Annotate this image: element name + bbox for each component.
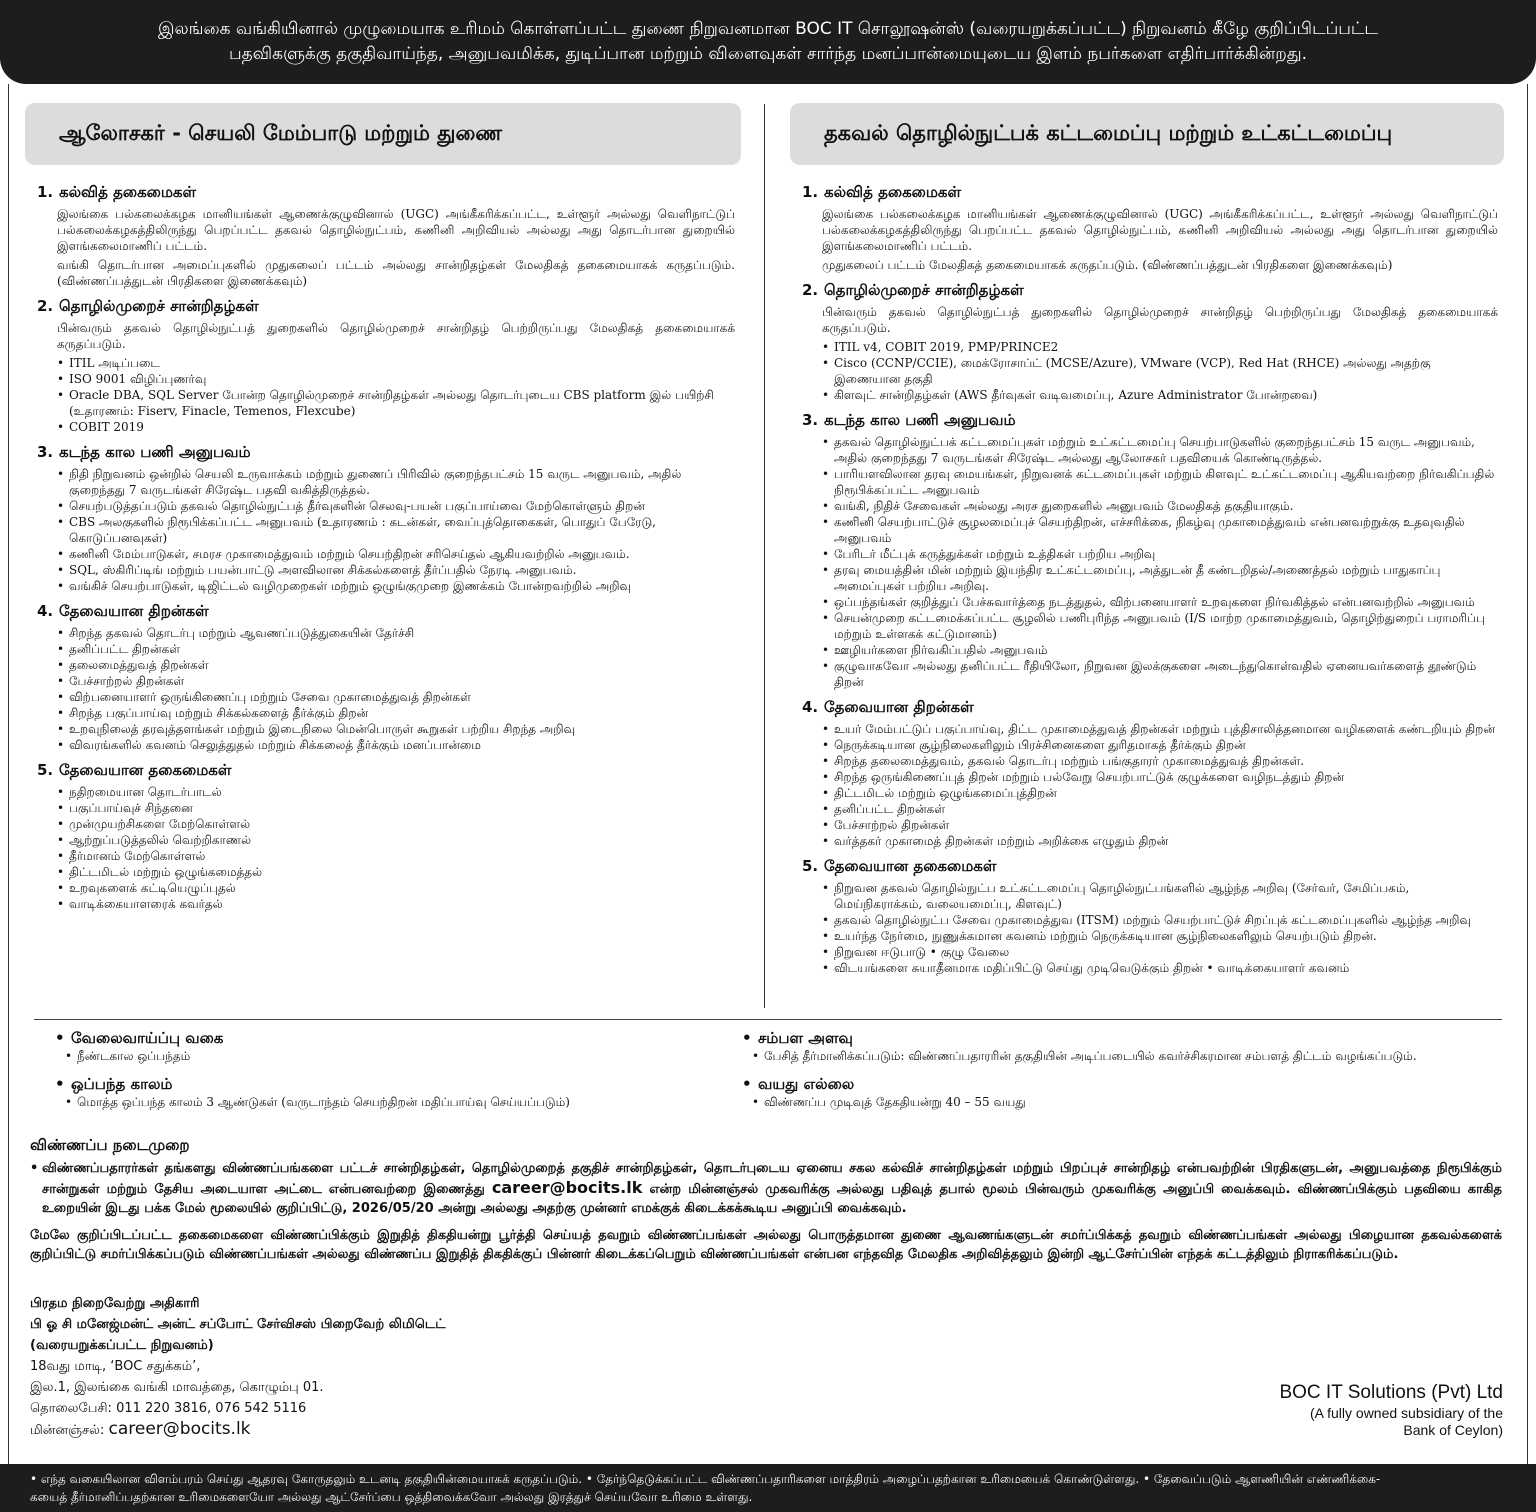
section-number: 3. xyxy=(37,443,54,461)
bullet-list xyxy=(25,784,741,912)
bullet-item: • SQL, ஸ்கிரிப்டிங் மற்றும் பயன்பாட்டு அளவிலான சிக்கல்களைத் தீர்ப்பதில் நேரடி அனுபவம். xyxy=(57,562,735,578)
section-number: 5. xyxy=(802,857,819,875)
bullet-item: • தனிப்பட்ட திறன்கள் xyxy=(822,801,1498,817)
bullet-list xyxy=(25,466,741,594)
bullet-item: • பேரிடர் மீட்புக் கருத்துக்கள் மற்றும் உத்திகள் பற்றிய அறிவு xyxy=(822,546,1498,562)
contact-company-type: (வரையறுக்கப்பட்ட நிறுவனம்) xyxy=(30,1338,214,1353)
salary-label: • சம்பள அளவு xyxy=(742,1028,1502,1048)
section-heading xyxy=(790,855,1504,877)
section-number: 2. xyxy=(37,297,54,315)
bullet-item: • ITIL v4, COBIT 2019, PMP/PRINCE2 xyxy=(822,339,1498,355)
right-sections xyxy=(790,181,1504,976)
bullet-item: • திட்டமிடல் மற்றும் ஒழுங்கமைப்புத்திறன் xyxy=(822,785,1498,801)
bullet-item: • திட்டமிடல் மற்றும் ஒழுங்கமைத்தல் xyxy=(57,864,735,880)
section-heading-text: கல்வித் தகைமைகள் xyxy=(824,183,962,201)
application-text-after: என்ற மின்னஞ்சல் முகவரிக்கு அல்லது பதிவுத் தபால் மூலம் பின்வரும் முகவரிக்கு அனுப்பி வைக்கவும். விண்ணப்பிக்கும் பதவியை காகித உறையின் இடது பக்க மேல் மூலையில் குறிப்பிட்டு, 2026/05/20 அன்று அல்லது அதற்கு முன்னர் எமக்குக் கிடைக்கக்கூடிய அனுப்பி வைக்கவும். xyxy=(42,1182,1502,1216)
banner-line-2: பதவிகளுக்கு தகுதிவாய்ந்த, அனுபவமிக்க, துடிப்பான மற்றும் விளைவுகள் சார்ந்த மனப்பான்மையுடைய இளம் நபர்களை எதிர்பார்க்கின்றது. xyxy=(229,44,1307,64)
application-email-link[interactable]: career@bocits.lk xyxy=(491,1178,643,1197)
employment-type-label: • வேலைவாய்ப்பு வகை xyxy=(55,1028,735,1048)
bullet-item: • வங்கி, நிதிச் சேவைகள் அல்லது அரச துறைகளில் அனுபவம் மேலதிகத் தகுதியாகும். xyxy=(822,498,1498,514)
section xyxy=(25,759,741,912)
section-heading xyxy=(25,441,741,463)
section-paragraph: வங்கி தொடர்பான அமைப்புகளில் முதுகலைப் பட்டம் அல்லது சான்றிதழ்கள் மேலதிகத் தகைமையாகக் கருதப்படும். (விண்ணப்பத்துடன் பிரதிகளை இணைக்கவும்) xyxy=(57,258,735,288)
section xyxy=(790,181,1504,273)
bullet-list xyxy=(25,625,741,753)
section-heading-text: தொழில்முறைச் சான்றிதழ்கள் xyxy=(59,297,259,315)
footer-line-1: • எந்த வகையிலான விளம்பரம் செய்து ஆதரவு கோருதலும் உடனடி தகுதியின்மையாகக் கருதப்படும். • தேர்ந்தெடுக்கப்பட்ட விண்ணப்பதாரிகளை மாத்திரம் அழைப்பதற்கான உரிமையைக் கொண்டுள்ளது. • தேவைப்படும் ஆளணியின் எண்ணிக்கை- xyxy=(30,1472,1381,1486)
bullet-item: • Oracle DBA, SQL Server போன்ற தொழில்முறைச் சான்றிதழ்கள் அல்லது தொடர்புடைய CBS platform இல் பயிற்சி (உதாரணம்: Fiserv, Finacle, Temenos, Flexcube) xyxy=(57,387,735,419)
bullet-item: • தலைமைத்துவத் திறன்கள் xyxy=(57,657,735,673)
rejection-notice: மேலே குறிப்பிடப்பட்ட தகைமைகளை விண்ணப்பிக்கும் இறுதித் திகதியன்று பூர்த்தி செய்யத் தவறும் விண்ணப்பங்கள் அல்லது பொருத்தமான துணை ஆவணங்களுடன் சமர்ப்பிக்கத் தவறும் விண்ணப்பங்கள் அல்லது பிழையான தகவல்களைக் குறிப்பிட்டு சமர்ப்பிக்கப்படும் விண்ணப்பங்கள் அல்லது விண்ணப்ப இறுதித் திகதிக்குப் பின்னர் கிடைக்கப்பெறும் விண்ணப்பங்கள் என்பன எந்தவித மேலதிக அறிவித்தலும் இன்றி ஆட்சேர்ப்பின் எந்தக் கட்டத்திலும் நிராகரிக்கப்படும். xyxy=(30,1228,1502,1262)
right-column xyxy=(790,103,1504,976)
section-paragraph: இலங்கை பல்கலைக்கழக மானியங்கள் ஆணைக்குழுவினால் (UGC) அங்கீகரிக்கப்பட்ட, உள்ளூர் அல்லது வெளிநாட்டுப் பல்கலைக்கழகத்திலிருந்து பெறப்பட்ட தகவல் தொழில்நுட்பம், கணினி அறிவியல் அல்லது அது தொடர்பான துறையில் இளங்கலைமாணிப் பட்டம். xyxy=(822,207,1498,253)
bullet-item: • தரவு மையத்தின் மின் மற்றும் இயந்திர உட்கட்டமைப்பு, அத்துடன் தீ கண்டறிதல்/அணைத்தல் மற்றும் பாதுகாப்பு அமைப்புகள் பற்றிய அறிவு. xyxy=(822,562,1498,594)
right-job-title: தகவல் தொழில்நுட்பக் கட்டமைப்பு மற்றும் உட்கட்டமைப்பு xyxy=(790,103,1504,165)
bullet-item: • விவரங்களில் கவனம் செலுத்துதல் மற்றும் சிக்கலைத் தீர்க்கும் மனப்பான்மை xyxy=(57,737,735,753)
meta-right xyxy=(742,1028,1502,1120)
bullet-item: • சிறந்த ஒருங்கிணைப்புத் திறன் மற்றும் பல்வேறு செயற்பாட்டுக் குழுக்களை வழிநடத்தும் திறன் xyxy=(822,769,1498,785)
employment-type xyxy=(55,1028,735,1064)
section-heading xyxy=(790,696,1504,718)
section-heading xyxy=(790,409,1504,431)
bullet-item: • கணினி செயற்பாட்டுச் சூழலமைப்புச் செயற்திறன், எச்சரிக்கை, நிகழ்வு முகாமைத்துவம் என்பனவற்றுக்கு உதவுவதில் அனுபவம் xyxy=(822,514,1498,546)
bullet-item: • ஆற்றுப்படுத்தலில் வெற்றிகாணல் xyxy=(57,832,735,848)
banner-line-1: இலங்கை வங்கியினால் முழுமையாக உரிமம் கொள்ளப்பட்ட துணை நிறுவனமான BOC IT சொலூஷன்ஸ் (வரையறுக்கப்பட்ட) நிறுவனம் கீழே குறிப்பிடப்பட்ட xyxy=(158,19,1378,39)
section xyxy=(790,696,1504,849)
contact-email-row xyxy=(30,1419,730,1441)
contact-company: பி ஓ சி மனேஜ்மன்ட் அன்ட் சப்போட் சேர்விசஸ் பிறைவேற் லிமிடெட் xyxy=(30,1317,446,1332)
bullet-item: • குழுவாகவோ அல்லது தனிப்பட்ட ரீதியிலோ, நிறுவன இலக்குகளை அடைந்துகொள்வதில் ஏனையவர்களைத் தூண்டும் திறன் xyxy=(822,658,1498,690)
bullet-list xyxy=(790,434,1504,690)
section xyxy=(790,855,1504,976)
bullet-list xyxy=(790,880,1504,976)
bullet-item: • கணினி மேம்பாடுகள், சமரச முகாமைத்துவம் மற்றும் செயற்திறன் சரிசெய்தல் ஆகியவற்றில் அனுபவம். xyxy=(57,546,735,562)
bullet-item: • Cisco (CCNP/CCIE), மைக்ரோசாப்ட் (MCSE/Azure), VMware (VCP), Red Hat (RHCE) அல்லது அதற்கு இணையான தகுதி xyxy=(822,355,1498,387)
bullet-item: • செயற்படுத்தப்படும் தகவல் தொழில்நுட்பத் தீர்வுகளின் செலவு-பயன் பகுப்பாய்வை மேற்கொள்ளும் திறன் xyxy=(57,498,735,514)
section-heading-text: தேவையான திறன்கள் xyxy=(824,698,974,716)
section xyxy=(25,295,741,435)
section-heading-text: தொழில்முறைச் சான்றிதழ்கள் xyxy=(824,281,1024,299)
section-number: 5. xyxy=(37,761,54,779)
section xyxy=(25,441,741,594)
contract-period xyxy=(55,1074,735,1110)
section-heading-text: கடந்த கால பணி அனுபவம் xyxy=(824,411,1016,429)
salary-value: • பேசித் தீர்மானிக்கப்படும்: விண்ணப்பதாரரின் தகுதியின் அடிப்படையில் கவர்ச்சிகரமான சம்பளத் திட்டம் வழங்கப்படும். xyxy=(742,1048,1502,1064)
age-limit xyxy=(742,1074,1502,1110)
bullet-item: • தனிப்பட்ட திறன்கள் xyxy=(57,641,735,657)
bullet-item: • வங்கிச் செயற்பாடுகள், டிஜிட்டல் வழிமுறைகள் மற்றும் ஒழுங்குமுறை இணக்கம் போன்றவற்றில் அறிவு xyxy=(57,578,735,594)
section-heading xyxy=(25,295,741,317)
contact-phone: தொலைபேசி: 011 220 3816, 076 542 5116 xyxy=(30,1401,307,1416)
company-subtitle-2: Bank of Ceylon) xyxy=(1403,1422,1503,1438)
bullet-list xyxy=(25,355,741,435)
bullet-item: • நிறுவன ஈடுபாடு • குழு வேலை xyxy=(822,944,1498,960)
contact-designation: பிரதம நிறைவேற்று அதிகாரி xyxy=(30,1296,200,1311)
contract-period-label: • ஒப்பந்த காலம் xyxy=(55,1074,735,1094)
bullet-item: • நெருக்கடியான சூழ்நிலைகளிலும் பிரச்சினைகளை துரிதமாகத் தீர்க்கும் திறன் xyxy=(822,737,1498,753)
age-limit-value: • விண்ணப்ப முடிவுத் தேகதியன்று 40 – 55 வயது xyxy=(742,1094,1502,1110)
bullet-list xyxy=(790,721,1504,849)
contact-address-1: 18வது மாடி, ‘BOC சதுக்கம்’, xyxy=(30,1359,201,1374)
section-heading-text: கல்வித் தகைமைகள் xyxy=(59,183,197,201)
bullet-item: • உயர் மேம்பட்டுப் பகுப்பாய்வு, திட்ட முகாமைத்துவத் திறன்கள் மற்றும் புத்திசாலித்தனமான வழிகளைக் கண்டறியும் திறன் xyxy=(822,721,1498,737)
bullet-item: • ISO 9001 விழிப்புணர்வு xyxy=(57,371,735,387)
contact-email-link[interactable]: career@bocits.lk xyxy=(108,1419,251,1439)
section-number: 1. xyxy=(37,183,54,201)
section-heading xyxy=(25,600,741,622)
bullet-item: • நிதி நிறுவனம் ஒன்றில் செயலி உருவாக்கம் மற்றும் துணைப் பிரிவில் குறைந்தபட்சம் 15 வருட அனுபவம், அதில் குறைந்தது 7 வருடங்கள் சிரேஷ்ட பதவி வகித்திருத்தல். xyxy=(57,466,735,498)
section-paragraph: பின்வரும் தகவல் தொழில்நுட்பத் துறைகளில் தொழில்முறைச் சான்றிதழ் பெற்றிருப்பது மேலதிகத் தகைமையாகக் கருதப்படும். xyxy=(57,321,735,351)
age-limit-label: • வயது எல்லை xyxy=(742,1074,1502,1094)
bullet-item: • நதிறமையான தொடர்பாடல் xyxy=(57,784,735,800)
contact-address-2: இல.1, இலங்கை வங்கி மாவத்தை, கொழும்பு 01. xyxy=(30,1380,324,1395)
bullet-item: • COBIT 2019 xyxy=(57,419,735,435)
section-paragraph: முதுகலைப் பட்டம் மேலதிகத் தகைமையாகக் கருதப்படும். (விண்ணப்பத்துடன் பிரதிகளை இணைக்கவும்) xyxy=(822,258,1393,272)
bullet-item: • ஊழியர்களை நிர்வகிப்பதில் அனுபவம் xyxy=(822,642,1498,658)
bullet-item: • உயர்ந்த நேர்மை, நுணுக்கமான கவனம் மற்றும் நெருக்கடியான சூழ்நிலைகளிலும் செயற்படும் திறன். xyxy=(822,928,1498,944)
section xyxy=(790,279,1504,403)
bullet-item: • உறவுநிலைத் தரவுத்தளங்கள் மற்றும் இடைநிலை மென்பொருள் கூறுகள் பற்றிய சிறந்த அறிவு xyxy=(57,721,735,737)
footer-banner xyxy=(0,1464,1536,1512)
section-heading-text: தேவையான திறன்கள் xyxy=(59,602,209,620)
bullet-item: • ITIL அடிப்படை xyxy=(57,355,735,371)
company-signature xyxy=(1143,1381,1503,1439)
bullet-item: • வாடிக்கையாளரைக் கவர்தல் xyxy=(57,896,735,912)
bullet-item: • ஒப்பந்தங்கள் குறித்துப் பேச்சுவார்த்தை நடத்துதல், விற்பனையாளர் உறவுகளை நிர்வகித்தல் என்பனவற்றில் அனுபவம் xyxy=(822,594,1498,610)
bullet-list xyxy=(790,339,1504,403)
column-divider xyxy=(764,104,765,1008)
left-job-title: ஆலோசகர் - செயலி மேம்பாடு மற்றும் துணை xyxy=(25,103,741,165)
bullet-item: • வர்த்தகர் முகாமைத் திறன்கள் மற்றும் அறிக்கை எழுதும் திறன் xyxy=(822,833,1498,849)
bullet-item: • உறவுகளைக் கட்டியெழுப்புதல் xyxy=(57,880,735,896)
section-heading xyxy=(790,181,1504,203)
bullet-item: • சிறந்த தகவல் தொடர்பு மற்றும் ஆவணப்படுத்துகையின் தேர்ச்சி xyxy=(57,625,735,641)
section-number: 2. xyxy=(802,281,819,299)
bullet-item: • கிளவுட் சான்றிதழ்கள் (AWS தீர்வுகள் வடிவமைப்பு, Azure Administrator போன்றவை) xyxy=(822,387,1498,403)
bullet-item: • செயன்முறை கட்டமைக்கப்பட்ட சூழலில் பணிபுரிந்த அனுபவம் (I/S மாற்ற முகாமைத்துவம், தொழிற்துறைப் பராமரிப்பு மற்றும் உள்ளகக் கட்டுமானம்) xyxy=(822,610,1498,642)
section-paragraph: இலங்கை பல்கலைக்கழக மானியங்கள் ஆணைக்குழுவினால் (UGC) அங்கீகரிக்கப்பட்ட, உள்ளூர் அல்லது வெளிநாட்டுப் பல்கலைக்கழகத்திலிருந்து பெறப்பட்ட தகவல் தொழில்நுட்பம், கணினி அறிவியல் அல்லது அது தொடர்பான துறையில் இளங்கலைமாணிப் பட்டம். xyxy=(57,207,735,253)
bullet-item: • பாரியளவிலான தரவு மையங்கள், நிறுவனக் கட்டமைப்புகள் மற்றும் கிளவுட் உட்கட்டமைப்பு ஆகியவற்றை நிர்வகிப்பதில் நிரூபிக்கப்பட்ட அனுபவம் xyxy=(822,466,1498,498)
section-number: 1. xyxy=(802,183,819,201)
section-heading-text: கடந்த கால பணி அனுபவம் xyxy=(59,443,251,461)
application-text-before: விண்ணப்பதாரர்கள் தங்களது விண்ணப்பங்களை பட்டச் சான்றிதழ்கள், தொழில்முறைத் தகுதிச் சான்றிதழ்கள், தொடர்புடைய ஏனைய சகல கல்விச் சான்றிதழ்கள் மற்றும் பிறப்புச் சான்றிதழ் என்பவற்றின் பிரதிகளுடன், அனுபவத்தை நிரூபிக்கும் சான்றுகள் மற்றும் தேசிய அடையாள அட்டை என்பனவற்றை இணைத்து xyxy=(42,1161,1502,1197)
section-number: 3. xyxy=(802,411,819,429)
bullet-item: • முன்முயற்சிகளை மேற்கொள்ளல் xyxy=(57,816,735,832)
bullet-item: • தீர்மானம் மேற்கொள்ளல் xyxy=(57,848,735,864)
section-divider xyxy=(34,1019,1502,1020)
section xyxy=(790,409,1504,690)
salary xyxy=(742,1028,1502,1064)
application-procedure xyxy=(30,1135,1502,1264)
bullet-item: • விற்பனையாளர் ஒருங்கிணைப்பு மற்றும் சேவை முகாமைத்துவத் திறன்கள் xyxy=(57,689,735,705)
meta-left xyxy=(55,1028,735,1120)
employment-type-value: • நீண்டகால ஒப்பந்தம் xyxy=(55,1048,735,1064)
company-name: BOC IT Solutions (Pvt) Ltd xyxy=(1279,1382,1503,1403)
section-heading xyxy=(790,279,1504,301)
bullet-item: • பகுப்பாய்வுச் சிந்தனை xyxy=(57,800,735,816)
section xyxy=(25,600,741,753)
bullet-item: • தகவல் தொழில்நுட்பக் கட்டமைப்புகள் மற்றும் உட்கட்டமைப்பு செயற்பாடுகளில் குறைந்தபட்சம் 15 வருட அனுபவம், அதில் குறைந்தது 7 வருடங்கள் சிரேஷ்ட அல்லது ஆலோசகர் பதவியைக் கொண்டிருத்தல். xyxy=(822,434,1498,466)
bullet-item: • விடயங்களை சுயாதீனமாக மதிப்பிட்டு செய்து முடிவெடுக்கும் திறன் • வாடிக்கையாளர் கவனம் xyxy=(822,960,1498,976)
contact-block xyxy=(30,1293,730,1441)
left-column xyxy=(25,103,741,912)
section-paragraph: பின்வரும் தகவல் தொழில்நுட்பத் துறைகளில் தொழில்முறைச் சான்றிதழ் பெற்றிருப்பது மேலதிகத் தகைமையாகக் கருதப்படும். xyxy=(822,305,1498,335)
bullet-item: • சிறந்த தலைமைத்துவம், தகவல் தொடர்பு மற்றும் பங்குதாரர் முகாமைத்துவத் திறன்கள். xyxy=(822,753,1498,769)
application-instructions xyxy=(30,1159,1502,1218)
section-number: 4. xyxy=(37,602,54,620)
section xyxy=(25,181,741,289)
section-heading-text: தேவையான தகைமைகள் xyxy=(59,761,232,779)
top-banner xyxy=(0,0,1536,84)
bullet-item: • பேச்சாற்றல் திறன்கள் xyxy=(822,817,1498,833)
bullet-item: • தகவல் தொழில்நுட்ப சேவை முகாமைத்துவ (ITSM) மற்றும் செயற்பாட்டுச் சிறப்புக் கட்டமைப்புகளில் ஆழ்ந்த அறிவு xyxy=(822,912,1498,928)
contact-email-label: மின்னஞ்சல்: xyxy=(30,1423,109,1438)
company-subtitle-1: (A fully owned subsidiary of the xyxy=(1310,1405,1503,1421)
section-heading xyxy=(25,181,741,203)
bullet-item: • பேச்சாற்றல் திறன்கள் xyxy=(57,673,735,689)
bullet-item: • நிறுவன தகவல் தொழில்நுட்ப உட்கட்டமைப்பு தொழில்நுட்பங்களில் ஆழ்ந்த அறிவு (சேர்வர், சேமிப்பகம், மெய்நிகராக்கம், வலையமைப்பு, கிளவுட்) xyxy=(822,880,1498,912)
application-heading: விண்ணப்ப நடைமுறை xyxy=(30,1136,190,1154)
bullet-item: • சிறந்த பகுப்பாய்வு மற்றும் சிக்கல்களைத் தீர்க்கும் திறன் xyxy=(57,705,735,721)
bullet-item: • CBS அலகுகளில் நிரூபிக்கப்பட்ட அனுபவம் (உதாரணம் : கடன்கள், வைப்புத்தொகைகள், பொதுப் பேரேடு, கொடுப்பனவுகள்) xyxy=(57,514,735,546)
contract-period-value: • மொத்த ஒப்பந்த காலம் 3 ஆண்டுகள் (வருடாந்தம் செயற்திறன் மதிப்பாய்வு செய்யப்படும்) xyxy=(55,1094,735,1110)
section-number: 4. xyxy=(802,698,819,716)
footer-line-2: கயைத் தீர்மானிப்பதற்கான உரிமைகளையோ அல்லது ஆட்சேர்ப்பை ஒத்திவைக்கவோ அல்லது இரத்துச் செய்யவோ உரிமை உள்ளது. xyxy=(30,1490,753,1504)
section-heading-text: தேவையான தகைமைகள் xyxy=(824,857,997,875)
left-sections xyxy=(25,181,741,912)
section-heading xyxy=(25,759,741,781)
